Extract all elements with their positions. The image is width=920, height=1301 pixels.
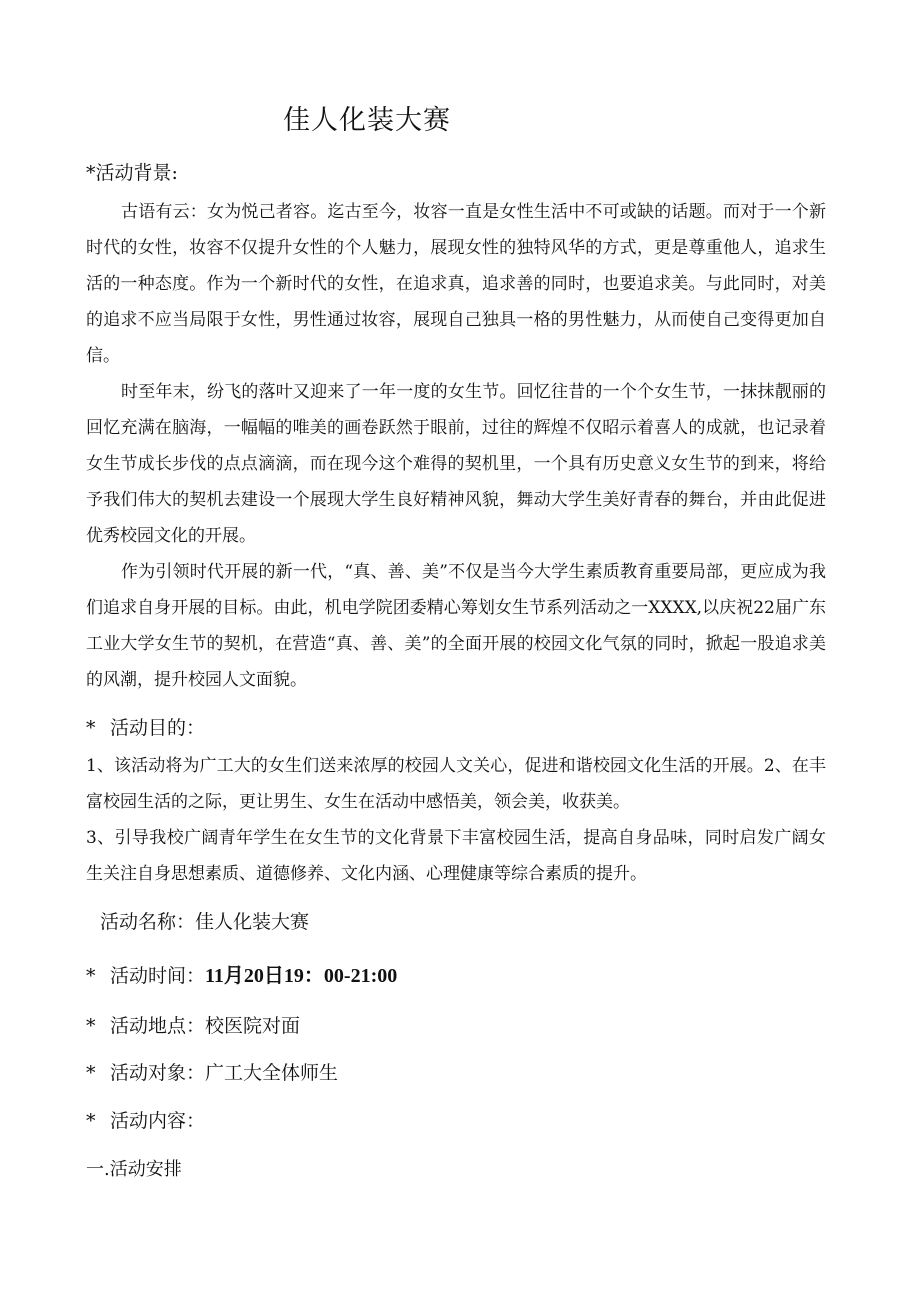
purpose-item-1-2: 1、该活动将为广工大的女生们送来浓厚的校园人文关心，促进和谐校园文化生活的开展。2、在丰富校园生活的之际，更让男生、女生在活动中感悟美，领会美，收获美。 [86,756,826,812]
activity-content-label: 活动内容： [110,1110,206,1132]
activity-place-label: 活动地点： [110,1015,206,1037]
bullet-star-icon: * [86,965,96,987]
background-heading: *活动背景: [86,162,178,184]
activity-time-value: 11月20日19：00-21:00 [205,965,398,987]
bullet-star-icon: * [86,1062,96,1084]
background-paragraph-3: 作为引领时代开展的新一代，“真、善、美”不仅是当今大学生素质教育重要局部，更应成为我们追求自身开展的目标。由此，机电学院团委精心筹划女生节系列活动之一XXXX,以庆祝22届广东工业大学女生节的契机，在营造“真、善、美”的全面开展的校园文化气氛的同时，掀起一股追求美的风潮，提升校园人文面貌。 [86,562,826,690]
purpose-item-3: 3、引导我校广阔青年学生在女生节的文化背景下丰富校园生活，提高自身品味，同时启发广阔女生关注自身思想素质、道德修养、文化内涵、心理健康等综合素质的提升。 [86,828,826,884]
purpose-heading [86,713,205,740]
activity-name: 活动名称：佳人化装大赛 [100,911,310,933]
activity-time [86,959,397,988]
bullet-star-icon: * [86,717,96,739]
background-paragraph-2: 时至年末，纷飞的落叶又迎来了一年一度的女生节。回忆往昔的一个个女生节，一抹抹靓丽的回忆充满在脑海，一幅幅的唯美的画卷跃然于眼前，过往的辉煌不仅昭示着喜人的成就，也记录着女生节成长步伐的点点滴滴，而在现今这个难得的契机里，一个具有历史意义女生节的到来，将给予我们伟大的契机去建设一个展现大学生良好精神风貌，舞动大学生美好青春的舞台，并由此促进优秀校园文化的开展。 [86,382,826,546]
purpose-heading-label: 活动目的： [110,717,206,739]
activity-target-value: 广工大全体师生 [205,1062,339,1084]
activity-target-label: 活动对象： [110,1062,206,1084]
activity-target [86,1058,338,1085]
activity-place [86,1011,300,1038]
activity-place-value: 校医院对面 [205,1015,301,1037]
page-title: 佳人化装大赛 [283,105,451,136]
activity-time-label: 活动时间： [110,965,206,987]
activity-content [86,1106,205,1133]
bullet-star-icon: * [86,1015,96,1037]
bullet-star-icon: * [86,1110,96,1132]
schedule-heading: 一.活动安排 [86,1159,182,1180]
background-paragraph-1: 古语有云：女为悦己者容。迄古至今，妆容一直是女性生活中不可或缺的话题。而对于一个新时代的女性，妆容不仅提升女性的个人魅力，展现女性的独特风华的方式，更是尊重他人，追求生活的一种态度。作为一个新时代的女性，在追求真，追求善的同时，也要追求美。与此同时，对美的追求不应当局限于女性，男性通过妆容，展现自己独具一格的男性魅力，从而使自己变得更加自信。 [86,202,826,366]
